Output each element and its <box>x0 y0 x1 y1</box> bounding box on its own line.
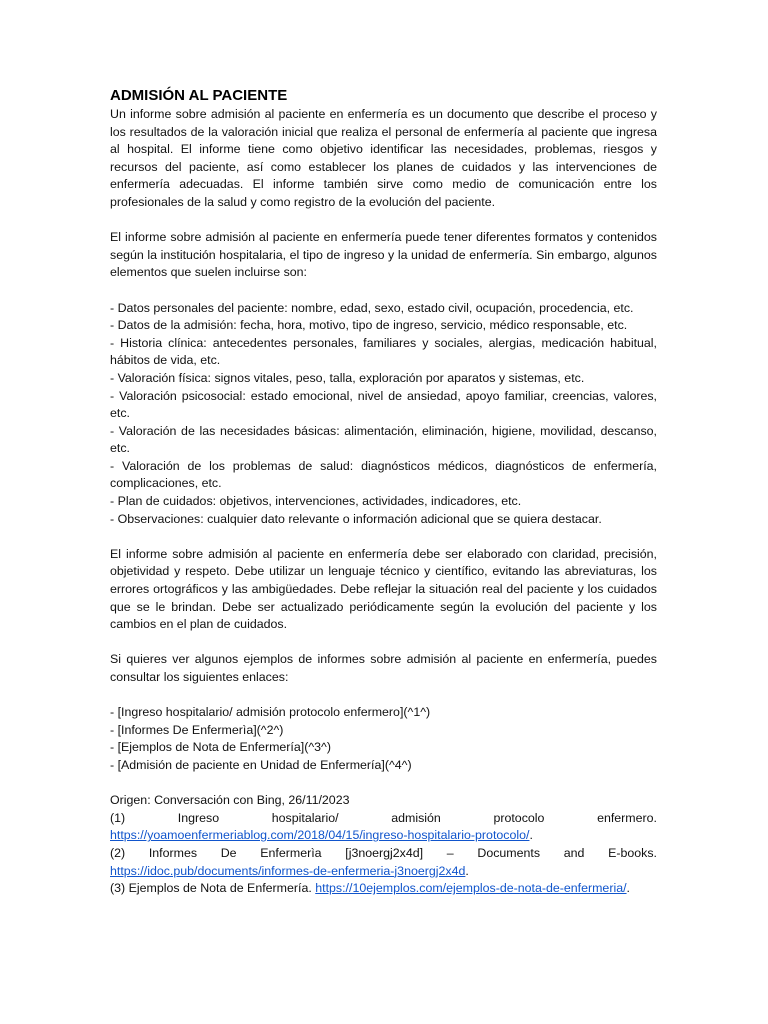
spacer <box>110 634 657 652</box>
reference-item <box>110 845 657 880</box>
reference-label: (1) Ingreso hospitalario/ admisión protocolo enfermero. <box>110 810 657 825</box>
list-item: - Datos de la admisión: fecha, hora, motivo, tipo de ingreso, servicio, médico responsable, etc. <box>110 318 628 333</box>
reference-line <box>110 880 657 898</box>
list-item: - Valoración de los problemas de salud: diagnósticos médicos, diagnósticos de enfermería, complicaciones, etc. <box>110 458 657 491</box>
list-item: - Valoración de las necesidades básicas: alimentación, eliminación, higiene, movilidad, descanso, etc. <box>110 423 657 456</box>
reference-label: (3) Ejemplos de Nota de Enfermería. <box>110 881 312 896</box>
list-item: - Plan de cuidados: objetivos, intervenciones, actividades, indicadores, etc. <box>110 494 522 509</box>
intro-paragraph: Un informe sobre admisión al paciente en enfermería es un documento que describe el proceso y los resultados de la valoración inicial que realiza el personal de enfermería al paciente que ingresa al hospital. El informe tiene como objetivo identificar las necesidades, problemas, riesgos y recursos del paciente, así como establecer los planes de cuidados y las intervenciones de enfermería adecuadas. El informe también sirve como medio de comunicación entre los profesionales de la salud y como registro de la evolución del paciente. <box>110 107 657 209</box>
origin-line: Origen: Conversación con Bing, 26/11/2023 <box>110 793 350 808</box>
reference-link-line <box>110 863 657 881</box>
quality-paragraph: El informe sobre admisión al paciente en enfermería debe ser elaborado con claridad, precisión, objetividad y respeto. Debe utilizar un lenguaje técnico y científico, evitando las abreviaturas, los errores ortográficos y las ambigüedades. Debe reflejar la situación real del paciente y los cuidados que se le brindan. Debe ser actualizado periódicamente según la evolución del paciente y los cambios en el plan de cuidados. <box>110 546 657 632</box>
list-item: - [Informes De Enfermerìa](^2^) <box>110 722 284 737</box>
spacer <box>110 775 657 793</box>
list-item: - Valoración psicosocial: estado emocional, nivel de ansiedad, apoyo familiar, creencias, valores, etc. <box>110 388 657 421</box>
reference-link[interactable]: https://yoamoenfermeriablog.com/2018/04/15/ingreso-hospitalario-protocolo/ <box>110 828 530 843</box>
list-item: - [Admisión de paciente en Unidad de Enfermería](^4^) <box>110 757 412 772</box>
elements-list <box>110 300 657 529</box>
reference-link-line <box>110 827 657 845</box>
list-item: - Datos personales del paciente: nombre, edad, sexo, estado civil, ocupación, procedencia, etc. <box>110 300 634 315</box>
spacer <box>110 687 657 705</box>
list-item: - Historia clínica: antecedentes personales, familiares y sociales, alergias, medicación habitual, hábitos de vida, etc. <box>110 335 657 368</box>
document-title: ADMISIÓN AL PACIENTE <box>110 87 288 104</box>
list-item: - [Ingreso hospitalario/ admisión protocolo enfermero](^1^) <box>110 705 431 720</box>
list-item: - [Ejemplos de Nota de Enfermería](^3^) <box>110 740 331 755</box>
document-page <box>110 86 657 898</box>
links-list <box>110 704 657 774</box>
spacer <box>110 212 657 230</box>
reference-item <box>110 810 657 845</box>
reference-link[interactable]: https://10ejemplos.com/ejemplos-de-nota-de-enfermeria/ <box>315 881 627 896</box>
examples-intro-paragraph: Si quieres ver algunos ejemplos de informes sobre admisión al paciente en enfermería, puedes consultar los siguientes enlaces: <box>110 652 657 684</box>
reference-label: (2) Informes De Enfermerìa [j3noergj2x4d] – Documents and E-books. <box>110 845 657 860</box>
reference-suffix: . <box>529 828 533 843</box>
spacer <box>110 282 657 300</box>
reference-item <box>110 880 657 898</box>
spacer <box>110 528 657 546</box>
list-item: - Observaciones: cualquier dato relevante o información adicional que se quiera destacar. <box>110 511 602 526</box>
reference-suffix: . <box>626 881 630 896</box>
reference-suffix: . <box>465 863 469 878</box>
list-item: - Valoración física: signos vitales, peso, talla, exploración por aparatos y sistemas, etc. <box>110 370 585 385</box>
reference-link[interactable]: https://idoc.pub/documents/informes-de-enfermeria-j3noergj2x4d <box>110 863 466 878</box>
formats-paragraph: El informe sobre admisión al paciente en enfermería puede tener diferentes formatos y contenidos según la institución hospitalaria, el tipo de ingreso y la unidad de enfermería. Sin embargo, algunos elementos que suelen incluirse son: <box>110 230 657 280</box>
